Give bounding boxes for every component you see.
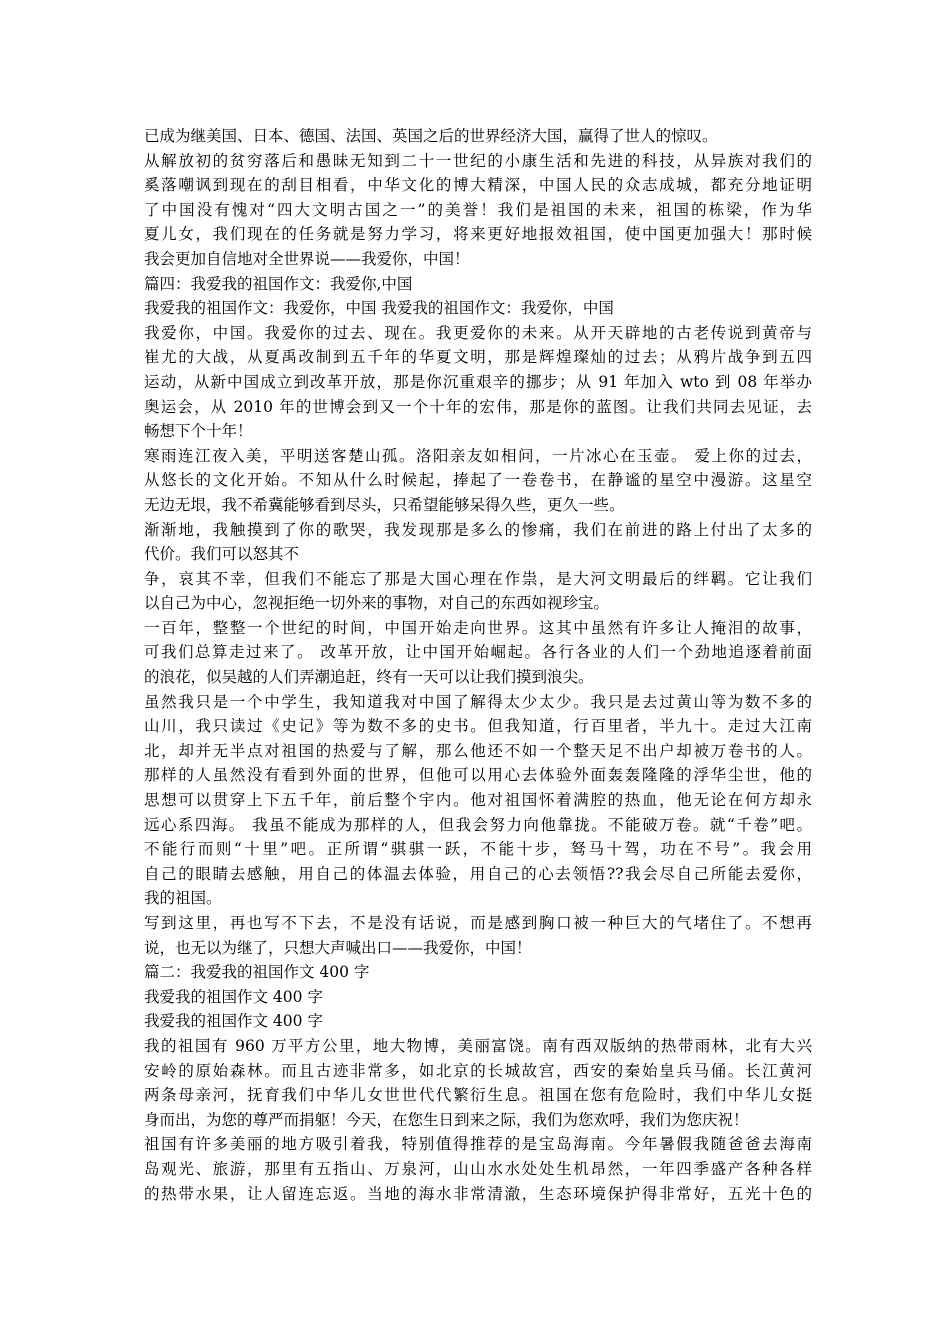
- text-line: 了中国没有愧对“四大文明古国之一”的美誉！我们是祖国的未来，祖国的栋梁，作为华: [144, 200, 812, 219]
- text-line: 运动，从新中国成立到改革开放，那是你沉重艰辛的挪步；从 91 年加入 wto 到 08 年举办: [144, 372, 812, 391]
- text-line: 渐渐地，我触摸到了你的歌哭，我发现那是多么的惨痛，我们在前进的路上付出了太多的: [144, 520, 812, 539]
- text-line: 安岭的原始森林。而且古迹非常多，如北京的长城故宫，西安的秦始皇兵马俑。长江黄河: [144, 1061, 812, 1080]
- text-line: 我爱我的祖国作文 400 字: [144, 1012, 323, 1031]
- text-line: 思想可以贯穿上下五千年，前后整个宇内。他对祖国怀着满腔的热血，他无论在何方却永: [144, 791, 812, 810]
- document-body-text: [144, 124, 812, 1206]
- text-line: 以自己为中心，忽视拒绝一切外来的事物，对自己的东西如视珍宝。: [144, 594, 610, 613]
- text-line: 自己的眼睛去感触，用自己的体温去体验，用自己的心去领悟??我会尽自己所能去爱你，: [144, 864, 812, 883]
- text-line: 奚落嘲讽到现在的刮目相看，中华文化的博大精深，中国人民的众志成城，都充分地证明: [144, 176, 812, 195]
- text-line: 我会更加自信地对全世界说——我爱你，中国！: [144, 249, 470, 268]
- text-line: 篇二：我爱我的祖国作文 400 字: [144, 963, 370, 982]
- text-line: 山川，我只读过《史记》等为数不多的史书。但我知道，行百里者，半九十。走过大江南: [144, 717, 812, 736]
- text-line: 无边无垠，我不希冀能够看到尽头，只希望能够呆得久些，更久一些。: [144, 495, 625, 514]
- text-line: 我的祖国。: [144, 889, 222, 908]
- text-line: 岛观光、旅游，那里有五指山、万泉河，山山水水处处生机昂然，一年四季盛产各种各样: [144, 1159, 812, 1178]
- text-line: 身而出，为您的尊严而捐躯！今天，在您生日到来之际，我们为您欢呼，我们为您庆祝！: [144, 1110, 749, 1129]
- text-line: 远心系四海。 我虽不能成为那样的人，但我会努力向他靠拢。不能破万卷。就“千卷”吧。: [144, 815, 812, 834]
- text-line: 那样的人虽然没有看到外面的世界，但他可以用心去体验外面轰轰隆隆的浮华尘世，他的: [144, 766, 812, 785]
- text-line: 说，也无以为继了，只想大声喊出口——我爱你，中国！: [144, 938, 532, 957]
- text-line: 夏儿女，我们现在的任务就是努力学习，将来更好地报效祖国，使中国更加强大！那时候: [144, 225, 812, 244]
- text-line: 我爱我的祖国作文：我爱你，中国 我爱我的祖国作文：我爱你，中国: [144, 299, 614, 318]
- text-line: 的浪花，似吴越的人们弄潮追赶，终有一天可以让我们摸到浪尖。: [144, 668, 594, 687]
- text-line: 两条母亲河，抚育我们中华儿女世世代代繁衍生息。祖国在您有危险时，我们中华儿女挺: [144, 1086, 812, 1105]
- text-line: 我的祖国有 960 万平方公里，地大物博，美丽富饶。南有西双版纳的热带雨林，北有大兴: [144, 1036, 812, 1055]
- text-line: 北，却并无半点对祖国的热爱与了解，那么他还不如一个整天足不出户却被万卷书的人。: [144, 741, 812, 760]
- text-line: 不能行而则“十里”吧。正所谓“骐骐一跃，不能十步，驽马十驾，功在不号”。我会用: [144, 840, 812, 859]
- text-line: 崔尤的大战，从夏禹改制到五千年的华夏文明，那是辉煌璨灿的过去；从鸦片战争到五四: [144, 348, 812, 367]
- text-line: 畅想下个十年！: [144, 422, 253, 441]
- text-line: 争，哀其不幸，但我们不能忘了那是大国心理在作祟，是大河文明最后的绊羁。它让我们: [144, 569, 812, 588]
- text-line: 一百年，整整一个世纪的时间，中国开始走向世界。这其中虽然有许多让人掩泪的故事，: [144, 618, 812, 637]
- text-line: 寒雨连江夜入美，平明送客楚山孤。洛阳亲友如相问，一片冰心在玉壶。 爱上你的过去，: [144, 446, 812, 465]
- text-line: 可我们总算走过来了。 改革开放，让中国开始崛起。各行各业的人们一个劲地追逐着前面: [144, 643, 812, 662]
- text-line: 从悠长的文化开始。不知从什么时候起，捧起了一卷卷书，在静谧的星空中漫游。这星空: [144, 471, 812, 490]
- text-line: 从解放初的贫穷落后和愚昧无知到二十一世纪的小康生活和先进的科技，从异族对我们的: [144, 151, 812, 170]
- text-line: 已成为继美国、日本、德国、法国、英国之后的世界经济大国，赢得了世人的惊叹。: [144, 127, 718, 145]
- text-line: 我爱我的祖国作文 400 字: [144, 987, 323, 1006]
- text-line: 我爱你，中国。我爱你的过去、现在。我更爱你的未来。从开天辟地的古老传说到黄帝与: [144, 323, 812, 342]
- text-line: 的热带水果，让人留连忘返。当地的海水非常清澈，生态环境保护得非常好，五光十色的: [144, 1184, 812, 1203]
- text-line: 奥运会，从 2010 年的世博会到又一个十年的宏伟，那是你的蓝图。让我们共同去见证，去: [144, 397, 812, 416]
- text-line: 祖国有许多美丽的地方吸引着我，特别值得推荐的是宝岛海南。今年暑假我随爸爸去海南: [144, 1135, 812, 1154]
- text-line: 代价。我们可以怒其不: [144, 545, 300, 564]
- text-line: 虽然我只是一个中学生，我知道我对中国了解得太少太少。我只是去过黄山等为数不多的: [144, 692, 812, 711]
- text-line: 写到这里，再也写不下去，不是没有话说，而是感到胸口被一种巨大的气堵住了。不想再: [144, 914, 812, 932]
- text-line: 篇四：我爱我的祖国作文：我爱你,中国: [144, 274, 413, 293]
